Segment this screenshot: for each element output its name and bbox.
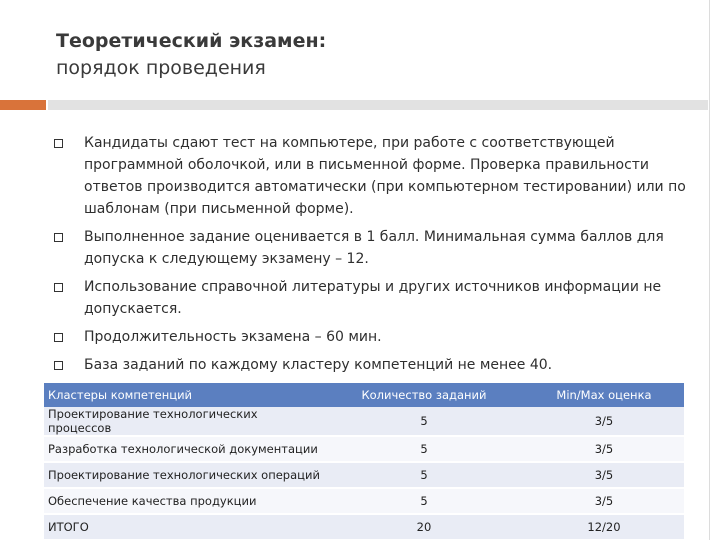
table-cell: ИТОГО [44, 514, 324, 540]
square-bullet-icon [54, 139, 63, 148]
slide-title-block [56, 28, 326, 82]
accent-bar [0, 100, 46, 110]
column-header: Min/Max оценка [524, 383, 684, 407]
table-row-total [44, 514, 684, 540]
table-row [44, 407, 684, 436]
bullet-text: Использование справочной литературы и других источников информации не допускается. [84, 279, 662, 317]
square-bullet-icon [54, 333, 63, 342]
bullet-item [50, 326, 695, 348]
table-row [44, 488, 684, 514]
square-bullet-icon [54, 361, 63, 370]
table-cell: 3/5 [524, 462, 684, 488]
square-bullet-icon [54, 233, 63, 242]
column-header: Кластеры компетенций [44, 383, 324, 407]
table-cell: 3/5 [524, 436, 684, 462]
table-cell: 3/5 [524, 488, 684, 514]
column-header: Количество заданий [324, 383, 524, 407]
table-cell: Разработка технологической документации [44, 436, 324, 462]
slide-right-border [709, 0, 710, 540]
table-cell: 5 [324, 462, 524, 488]
bullet-item [50, 226, 695, 270]
table-cell: Обеспечение качества продукции [44, 488, 324, 514]
table-cell: Проектирование технологических процессов [44, 407, 324, 436]
competency-table [44, 383, 684, 541]
table-row [44, 436, 684, 462]
table-cell: 12/20 [524, 514, 684, 540]
bullet-list [50, 132, 695, 382]
table-cell: 5 [324, 436, 524, 462]
table-row [44, 462, 684, 488]
table-cell: 20 [324, 514, 524, 540]
bullet-item [50, 132, 695, 220]
slide-title: Теоретический экзамен: [56, 30, 327, 52]
table-cell: 5 [324, 488, 524, 514]
table-header-row [44, 383, 684, 407]
divider-bar [48, 100, 708, 110]
bullet-text: Продолжительность экзамена – 60 мин. [84, 329, 382, 345]
slide-subtitle: порядок проведения [56, 57, 266, 79]
bullet-text: Кандидаты сдают тест на компьютере, при работе с соответствующей программной оболочкой, или в письменной форме. Проверка правильности ответов производится автоматически (при компьютерном тестировании) или по шаблонам (при письменной форме). [84, 135, 686, 217]
square-bullet-icon [54, 283, 63, 292]
bullet-item [50, 276, 695, 320]
bullet-text: База заданий по каждому кластеру компетенций не менее 40. [84, 357, 553, 373]
table-cell: 5 [324, 407, 524, 436]
bullet-item [50, 354, 695, 376]
table-cell: 3/5 [524, 407, 684, 436]
bullet-text: Выполненное задание оценивается в 1 балл. Минимальная сумма баллов для допуска к следующему экзамену – 12. [84, 229, 664, 267]
table-cell: Проектирование технологических операций [44, 462, 324, 488]
